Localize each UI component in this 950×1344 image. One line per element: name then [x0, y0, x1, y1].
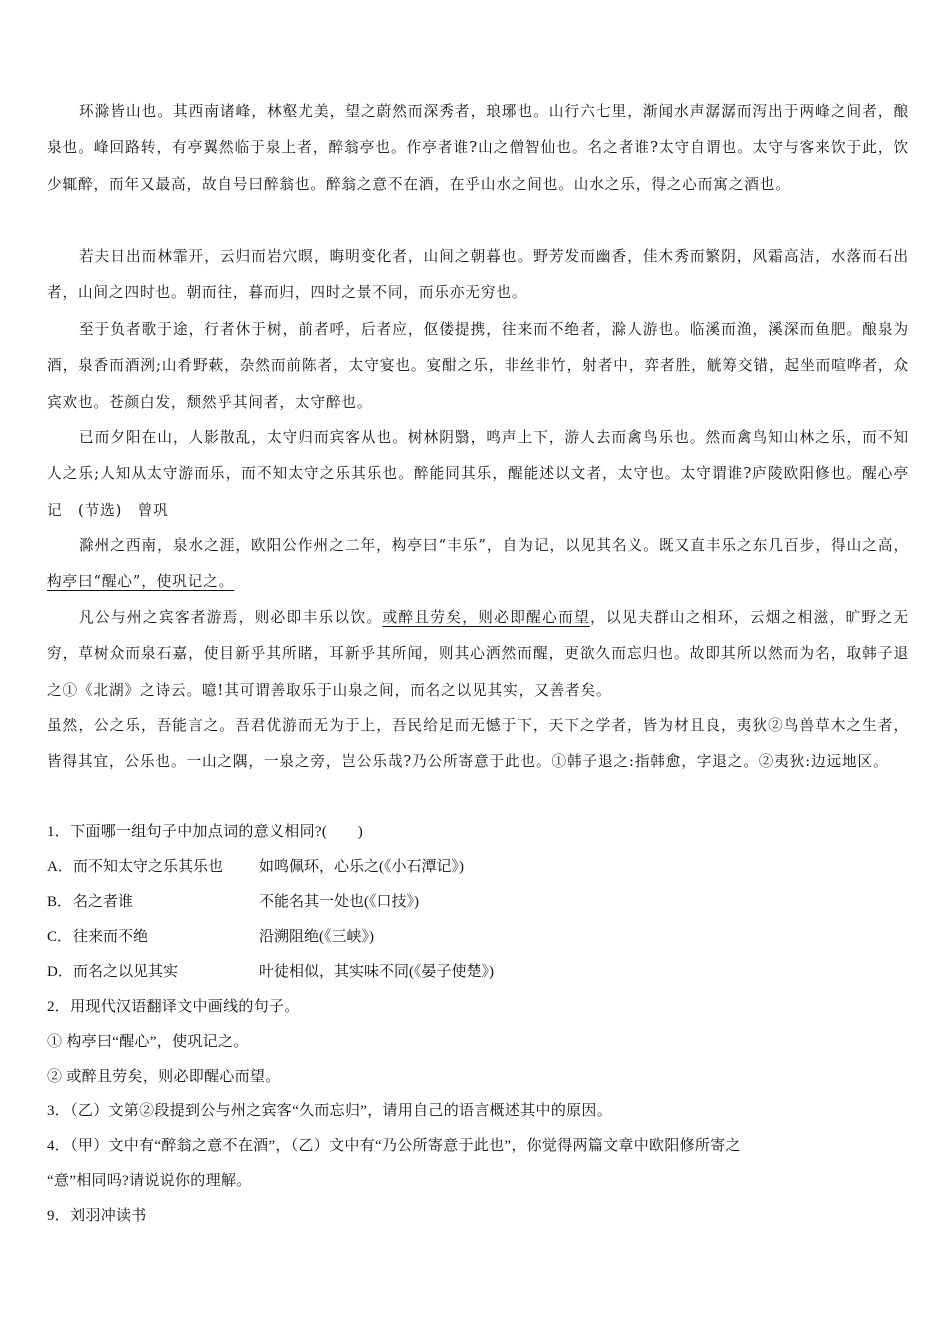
option-b [47, 885, 419, 920]
option-text-right: 沿溯阻绝(《三峡》) [259, 929, 374, 945]
option-letter: B． [47, 894, 73, 910]
passage-yi-paragraph-3: 虽然，公之乐，吾能言之。吾君优游而无为于上，吾民给足而无憾于下，天下之学者，皆为材且良，夷狄②鸟兽草木之生者，皆得其宜，公乐也。一山之隅，一泉之旁，岂公乐哉?乃公所寄意于此也。①韩子退之:指韩愈，字退之。②夷狄:边远地区。 [47, 717, 909, 771]
option-a [47, 850, 464, 885]
option-text-left: 而不知太守之乐其乐也 [73, 859, 224, 875]
option-letter: A． [47, 859, 73, 875]
question-2-item-2: ② 或醉且劳矣，则必即醒心而望。 [47, 1069, 281, 1085]
passage-jia-paragraph-3: 至于负者歌于途，行者休于树，前者呼，后者应，伛偻提携，往来而不绝者，滁人游也。临溪而渔，溪深而鱼肥。酿泉为酒，泉香而酒洌;山肴野蔌，杂然而前陈者，太守宴也。宴酣之乐，非丝非竹，射者中，弈者胜，觥筹交错，起坐而喧哗者，众宾欢也。苍颜白发，颓然乎其间者，太守醉也。 [47, 321, 909, 411]
option-d [47, 955, 494, 990]
question-2: 2．用现代汉语翻译文中画线的句子。 [47, 999, 300, 1015]
question-4-line-1: 4．（甲）文中有“醉翁之意不在酒”，（乙）文中有“乃公所寄意于此也”，你觉得两篇文章中欧阳修所寄之 [47, 1138, 741, 1154]
option-text-left: 往来而不绝 [73, 929, 149, 945]
option-text-right: 不能名其一处也(《口技》) [259, 894, 419, 910]
passage-yi-paragraph-1 [47, 528, 909, 601]
question-4-line-2: “意”相同吗?请说说你的理解。 [47, 1173, 252, 1189]
option-text-left: 而名之以见其实 [73, 964, 179, 980]
passage-jia-paragraph-1: 环滁皆山也。其西南诸峰，林壑尤美，望之蔚然而深秀者，琅琊也。山行六七里，渐闻水声潺潺而泻出于两峰之间者，酿泉也。峰回路转，有亭翼然临于泉上者，醉翁亭也。作亭者谁?山之僧智仙也。名之者谁?太守自谓也。太守与客来饮于此，饮少辄醉，而年又最高，故自号曰醉翁也。醉翁之意不在酒，在乎山水之间也。山水之乐，得之心而寓之酒也。 [47, 103, 909, 193]
passage-yi-p1-text: 滁州之西南，泉水之涯，欧阳公作州之二年，构亭曰“丰乐”，自为记，以见其名义。既又直丰乐之东几百步，得山之高， [79, 537, 909, 554]
passage-jia-paragraph-2: 若夫日出而林霏开，云归而岩穴暝，晦明变化者，山间之朝暮也。野芳发而幽香，佳木秀而繁阴，风霜高洁，水落而石出者，山间之四时也。朝而往，暮而归，四时之景不同，而乐亦无穷也。 [47, 248, 909, 302]
question-3: 3．（乙）文第②段提到公与州之宾客“久而忘归”，请用自己的语言概述其中的原因。 [47, 1103, 613, 1119]
option-letter: C． [47, 929, 73, 945]
option-text-right: 叶徒相似，其实味不同(《晏子使楚》) [259, 964, 494, 980]
passage-yi-p2-text-b: ，以见夫群山之相环，云烟之相滋，旷野之无穷，草树众而泉石嘉，使目新乎其所睹，耳新乎其所闻，则其心洒然而醒，更欲久而忘归也。故即其所以然而为名，取韩子退之①《北湖》之诗云。噫!其可谓善取乐于山泉之间，而名之以见其实，又善者矣。 [47, 609, 909, 699]
passage-yi-p2-text-a: 凡公与州之宾客者游焉，则必即丰乐以饮。 [79, 609, 383, 626]
question-1: 1．下面哪一组句子中加点词的意义相同?( ) [47, 824, 364, 840]
underlined-sentence-1: 构亭曰“醒心”，使巩记之。 [47, 573, 235, 591]
option-text-left: 名之者谁 [73, 894, 134, 910]
passage-yi-paragraph-2 [47, 600, 909, 709]
question-2-item-1: ① 构亭曰“醒心”，使巩记之。 [47, 1034, 249, 1050]
option-text-right: 如鸣佩环，心乐之(《小石潭记》) [259, 859, 464, 875]
question-9-title: 9．刘羽冲读书 [47, 1208, 147, 1224]
underlined-sentence-2: 或醉且劳矣，则必即醒心而望 [382, 609, 591, 626]
option-letter: D． [47, 964, 73, 980]
passage-jia-paragraph-4: 已而夕阳在山，人影散乱，太守归而宾客从也。树林阴翳，鸣声上下，游人去而禽鸟乐也。然而禽鸟知山林之乐，而不知人之乐;人知从太守游而乐，而不知太守之乐其乐也。醉能同其乐，醒能述以文者，太守也。太守谓谁?庐陵欧阳修也。醒心亭记 (节选) 曾巩 [47, 429, 909, 519]
option-c [47, 920, 374, 955]
